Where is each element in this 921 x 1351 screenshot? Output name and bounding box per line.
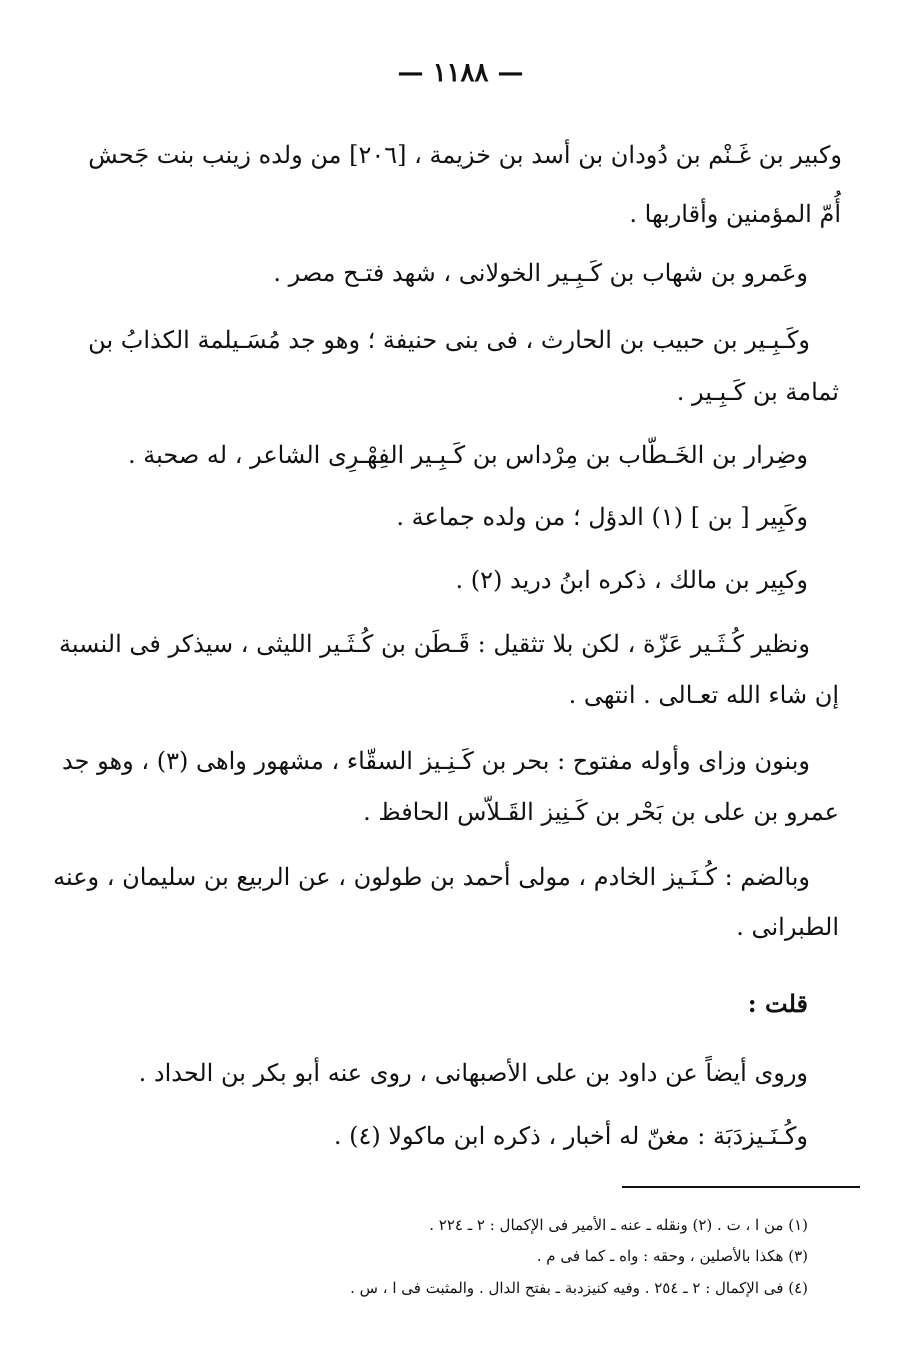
footnote: (٣) هكذا بالأصلين ، وحقه : واه ـ كما فى م . [536, 1247, 808, 1265]
text-line: وكُـنَـيزدَبَة : مغنّ له أخبار ، ذكره ابن ماكولا (٤) . [333, 1122, 808, 1150]
text-line: إن شاء الله تعـالى . انتهى . [568, 681, 839, 709]
text-line: ونظير كُـثَـير عَزّة ، لكن بلا تثقيل : قَـطَن بن كُـثَـير الليثى ، سيذكر فى النسبة [59, 630, 810, 658]
section-heading: قلت : [747, 989, 808, 1018]
text-line: الطبرانى . [736, 913, 839, 941]
text-line: ثمامة بن كَـبِـير . [676, 378, 839, 406]
footnote-separator [622, 1186, 860, 1188]
text-line: وكَبِير [ بن ] (١) الدؤل ؛ من ولده جماعة . [396, 503, 808, 531]
page-number: — ١١٨٨ — [397, 58, 524, 88]
text-line: وبنون وزاى وأوله مفتوح : بحر بن كَـنِـيز السقّاء ، مشهور واهى (٣) ، وهو جد [62, 747, 810, 775]
text-line: وكبِير بن مالك ، ذكره ابنُ دريد (٢) . [455, 566, 808, 594]
text-line: أُمّ المؤمنين وأقاربها . [629, 200, 841, 228]
text-line: عمرو بن على بن بَحْر بن كَـنِيز القَـلاّس الحافظ . [363, 798, 839, 826]
text-line: وروى أيضاً عن داود بن على الأصبهانى ، روى عنه أبو بكر بن الحداد . [138, 1059, 808, 1087]
text-line: وكبير بن غَـنْم بن دُودان بن أسد بن خزيمة ، [٢٠٦] من ولده زينب بنت جَحش [88, 141, 842, 169]
text-line: وضِرار بن الخَـطّاب بن مِرْداس بن كَـبِـير الفِهْـرِى الشاعر ، له صحبة . [128, 441, 808, 469]
text-line: وكَـبِـير بن حبيب بن الحارث ، فى بنى حنيفة ؛ وهو جد مُسَـيلمة الكذابُ بن [88, 326, 810, 354]
footnote: (١) من ا ، ت . (٢) ونقله ـ عنه ـ الأمير فى الإكمال : ٢ ـ ٢٢٤ . [429, 1216, 808, 1234]
text-line: وعَمرو بن شهاب بن كَـبِـير الخولانى ، شهد فتـح مصر . [273, 259, 808, 287]
text-line: وبالضم : كُـنَـيز الخادم ، مولى أحمد بن طولون ، عن الربيع بن سليمان ، وعنه [53, 863, 810, 891]
footnote: (٤) فى الإكمال : ٢ ـ ٢٥٤ . وفيه كنيزدبة ـ بفتح الدال . والمثبت فى ا ، س . [350, 1279, 808, 1297]
